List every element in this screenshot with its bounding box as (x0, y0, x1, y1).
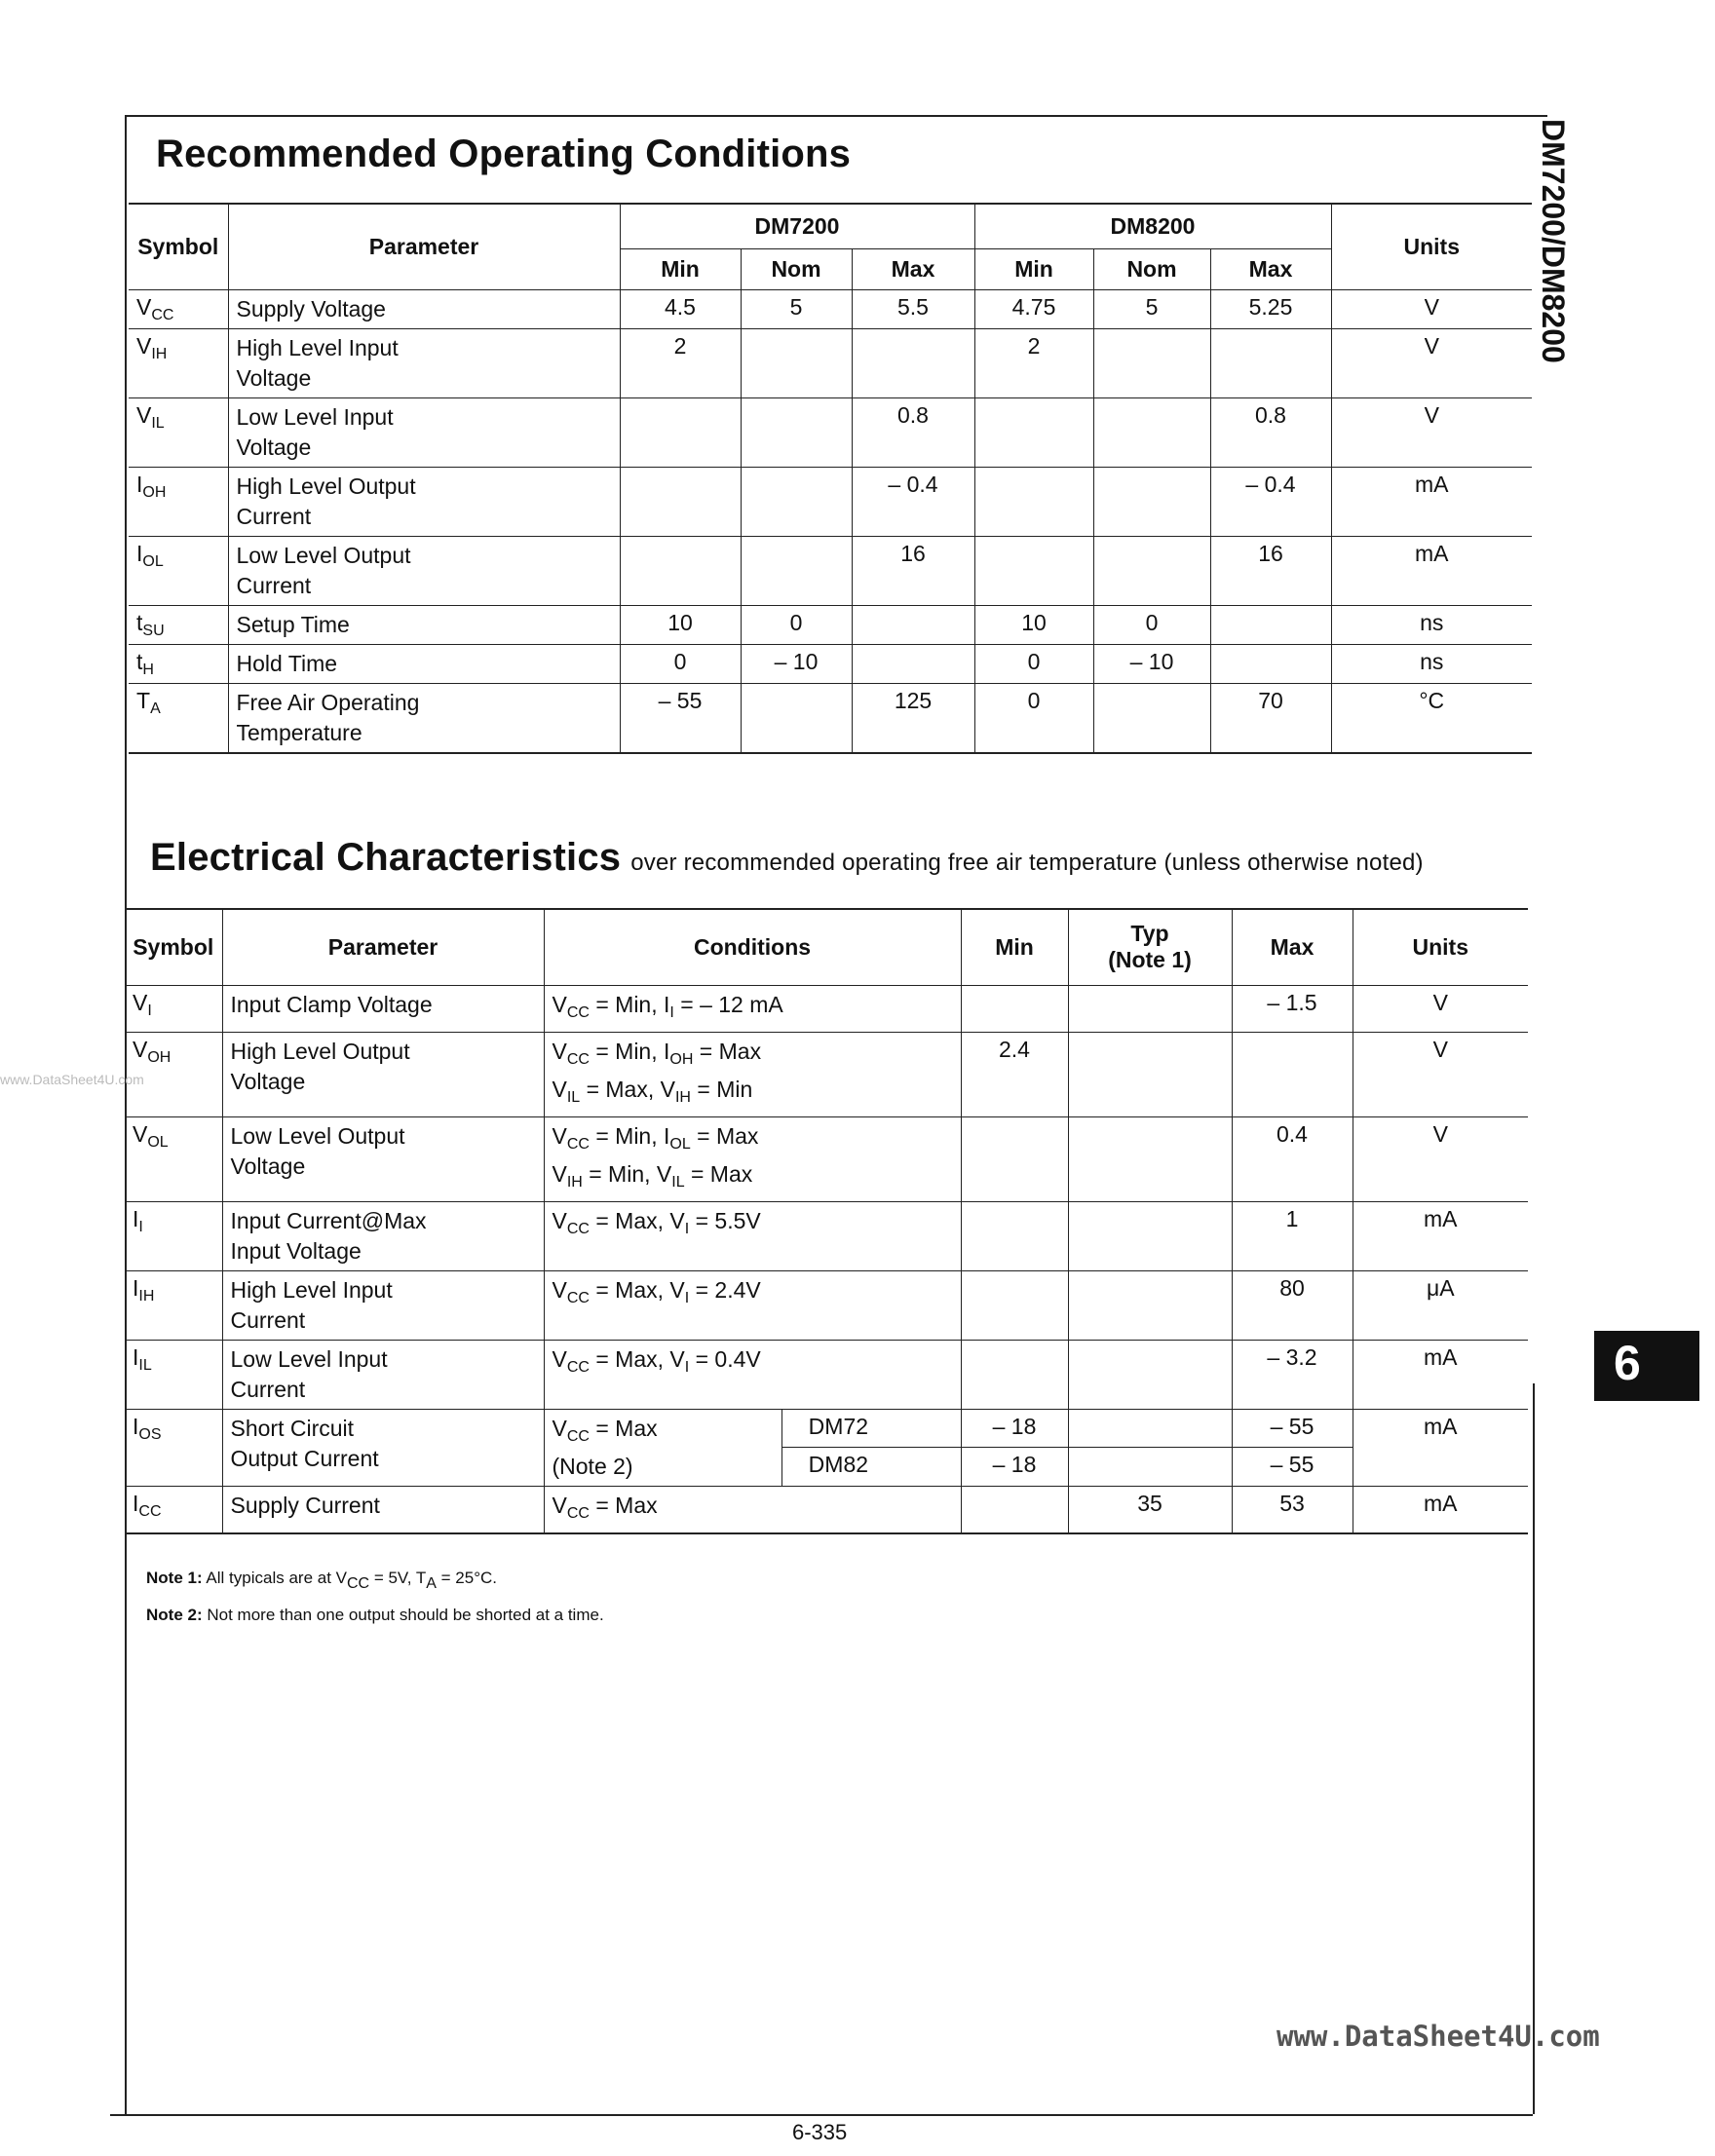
value-cell: – 3.2 (1232, 1340, 1353, 1409)
value-cell (961, 1486, 1068, 1533)
section-tab-number: 6 (1614, 1336, 1641, 1390)
watermark: www.DataSheet4U.com (1277, 2020, 1600, 2053)
value-cell: 10 (974, 605, 1093, 644)
roc-header-dm8200: DM8200 (974, 204, 1331, 248)
value-cell: 0.8 (1210, 397, 1331, 467)
value-cell: – 18 (961, 1409, 1068, 1448)
value-cell (852, 605, 974, 644)
value-cell (961, 1340, 1068, 1409)
table-row (125, 1032, 1528, 1116)
conditions-cell: $V_{CC}$ = Min, $I_I$ = – 12 mA (544, 985, 961, 1032)
symbol-cell: $V_{OH}$ (125, 1032, 222, 1116)
parameter-cell: Free Air Operating Temperature (228, 683, 620, 753)
value-cell: 4.5 (620, 289, 741, 328)
symbol-cell: $T_A$ (129, 683, 228, 753)
device-cell: DM82 (781, 1448, 961, 1487)
value-cell: ns (1331, 605, 1532, 644)
value-cell: – 1.5 (1232, 985, 1353, 1032)
section-tab (1594, 1331, 1699, 1401)
table-row (125, 1340, 1528, 1409)
table-row (129, 328, 1532, 397)
value-cell: – 0.4 (852, 467, 974, 536)
table-row (129, 467, 1532, 536)
value-cell (1068, 1201, 1232, 1270)
symbol-cell: $I_{IL}$ (125, 1340, 222, 1409)
value-cell (620, 467, 741, 536)
value-cell (974, 536, 1093, 605)
table-row (125, 1116, 1528, 1201)
symbol-cell: $I_{OL}$ (129, 536, 228, 605)
conditions-cell: $V_{CC}$ = Min, $I_{OH}$ = Max $V_{IL}$ = Max, $V_{IH}$ = Min (544, 1032, 961, 1116)
value-cell: 5 (741, 289, 852, 328)
table-row (129, 683, 1532, 753)
conditions-cell: $V_{CC}$ = Max, $V_I = 2.4V$ (544, 1270, 961, 1340)
ec-header-symbol: Symbol (125, 909, 222, 985)
ec-title-text: Electrical Characteristics (150, 836, 622, 879)
value-cell: 0.4 (1232, 1116, 1353, 1201)
ec-header-typ-label: Typ (1130, 921, 1169, 947)
conditions-cell: $V_{CC}$ = Max (544, 1486, 961, 1533)
value-cell: °C (1331, 683, 1532, 753)
value-cell (1068, 1409, 1232, 1448)
value-cell: mA (1353, 1486, 1528, 1533)
conditions-cell: $V_{CC}$ = Min, $I_{OL}$ = Max $V_{IH}$ = Min, $V_{IL}$ = Max (544, 1116, 961, 1201)
value-cell (961, 985, 1068, 1032)
note-2 (146, 1600, 604, 1631)
value-cell (852, 328, 974, 397)
ec-header-typ (1068, 909, 1232, 985)
symbol-cell: $I_{IH}$ (125, 1270, 222, 1340)
value-cell: 5.25 (1210, 289, 1331, 328)
symbol-cell: $t_{SU}$ (129, 605, 228, 644)
value-cell: 0.8 (852, 397, 974, 467)
value-cell (741, 536, 852, 605)
value-cell: 10 (620, 605, 741, 644)
symbol-cell: $t_H$ (129, 644, 228, 683)
value-cell (974, 397, 1093, 467)
value-cell (961, 1201, 1068, 1270)
parameter-cell: Short Circuit Output Current (222, 1409, 544, 1486)
value-cell: 35 (1068, 1486, 1232, 1533)
roc-header-symbol: Symbol (129, 204, 228, 289)
value-cell: mA (1353, 1409, 1528, 1486)
note-2-label: Note 2: (146, 1606, 203, 1624)
value-cell (1068, 1116, 1232, 1201)
table-row (125, 985, 1528, 1032)
value-cell: 5 (1093, 289, 1210, 328)
value-cell: mA (1353, 1201, 1528, 1270)
page-frame-top (125, 115, 1547, 117)
roc-header-parameter: Parameter (228, 204, 620, 289)
table-row (129, 644, 1532, 683)
table-row (125, 1486, 1528, 1533)
value-cell: 53 (1232, 1486, 1353, 1533)
parameter-cell: High Level Output Current (228, 467, 620, 536)
symbol-cell: $I_I$ (125, 1201, 222, 1270)
value-cell (1093, 536, 1210, 605)
value-cell: 16 (852, 536, 974, 605)
note-2-text: Not more than one output should be shorted at a time. (207, 1606, 604, 1624)
symbol-cell: $V_{OL}$ (125, 1116, 222, 1201)
symbol-cell: $V_I$ (125, 985, 222, 1032)
value-cell: – 10 (1093, 644, 1210, 683)
value-cell: 0 (974, 644, 1093, 683)
parameter-cell: High Level Input Voltage (228, 328, 620, 397)
value-cell (1068, 1340, 1232, 1409)
value-cell: 0 (741, 605, 852, 644)
page-frame-right (1533, 1383, 1535, 2114)
value-cell: 80 (1232, 1270, 1353, 1340)
notes (146, 1563, 604, 1631)
value-cell: V (1331, 289, 1532, 328)
value-cell (1210, 644, 1331, 683)
table-row (125, 1270, 1528, 1340)
value-cell: mA (1353, 1340, 1528, 1409)
ec-table (125, 908, 1528, 1534)
value-cell: 16 (1210, 536, 1331, 605)
value-cell (974, 467, 1093, 536)
ec-header-units: Units (1353, 909, 1528, 985)
ec-header-min: Min (961, 909, 1068, 985)
conditions-cell: $V_{CC}$ = Max, $V_I = 5.5V$ (544, 1201, 961, 1270)
value-cell (1068, 1032, 1232, 1116)
page-frame-bottom (110, 2114, 1533, 2116)
parameter-cell: Input Current@Max Input Voltage (222, 1201, 544, 1270)
parameter-cell: Low Level Input Voltage (228, 397, 620, 467)
roc-header-min: Min (620, 248, 741, 289)
value-cell (1093, 397, 1210, 467)
roc-header-min: Min (974, 248, 1093, 289)
value-cell: 125 (852, 683, 974, 753)
roc-title: Recommended Operating Conditions (156, 132, 852, 175)
conditions-cell: $V_{CC}$ = Max (Note 2) (544, 1409, 781, 1486)
value-cell (1068, 985, 1232, 1032)
ec-header-parameter: Parameter (222, 909, 544, 985)
value-cell: 0 (620, 644, 741, 683)
table-row (125, 1201, 1528, 1270)
value-cell: – 0.4 (1210, 467, 1331, 536)
value-cell (741, 397, 852, 467)
parameter-cell: Low Level Output Voltage (222, 1116, 544, 1201)
note-1-text: All typicals are at $V_{CC} = 5V$, $T_A = 25^\circ C$. (206, 1569, 497, 1592)
value-cell: 0 (1093, 605, 1210, 644)
value-cell: 2 (974, 328, 1093, 397)
roc-header-max: Max (852, 248, 974, 289)
value-cell: ns (1331, 644, 1532, 683)
value-cell: 2.4 (961, 1032, 1068, 1116)
parameter-cell: Hold Time (228, 644, 620, 683)
value-cell (1093, 328, 1210, 397)
conditions-cell: $V_{CC}$ = Max, $V_I = 0.4V$ (544, 1340, 961, 1409)
roc-header-nom: Nom (741, 248, 852, 289)
note-1-label: Note 1: (146, 1569, 203, 1587)
value-cell (1068, 1270, 1232, 1340)
symbol-cell: $V_{IH}$ (129, 328, 228, 397)
value-cell (1068, 1448, 1232, 1487)
table-row (129, 289, 1532, 328)
parameter-cell: High Level Output Voltage (222, 1032, 544, 1116)
ec-subtitle: over recommended operating free air temperature (unless otherwise noted) (630, 850, 1424, 876)
parameter-cell: High Level Input Current (222, 1270, 544, 1340)
value-cell (852, 644, 974, 683)
value-cell: – 55 (620, 683, 741, 753)
roc-table (129, 203, 1532, 754)
value-cell: – 55 (1232, 1409, 1353, 1448)
value-cell: – 10 (741, 644, 852, 683)
value-cell (741, 328, 852, 397)
value-cell: 2 (620, 328, 741, 397)
value-cell: V (1353, 985, 1528, 1032)
value-cell: V (1331, 397, 1532, 467)
value-cell: mA (1331, 536, 1532, 605)
parameter-cell: Setup Time (228, 605, 620, 644)
value-cell (620, 397, 741, 467)
ec-header-typ-note: (Note 1) (1108, 947, 1192, 973)
symbol-cell: $V_{IL}$ (129, 397, 228, 467)
ec-header-max: Max (1232, 909, 1353, 985)
parameter-cell: Low Level Output Current (228, 536, 620, 605)
table-row (129, 397, 1532, 467)
value-cell (1093, 683, 1210, 753)
value-cell (741, 467, 852, 536)
roc-header-max: Max (1210, 248, 1331, 289)
side-title: DM7200/DM8200 (1536, 119, 1571, 363)
value-cell: – 18 (961, 1448, 1068, 1487)
ec-title (150, 836, 1424, 880)
value-cell (1210, 605, 1331, 644)
watermark-small: www.DataSheet4U.com (0, 1072, 144, 1087)
roc-header-nom: Nom (1093, 248, 1210, 289)
value-cell (620, 536, 741, 605)
value-cell: 5.5 (852, 289, 974, 328)
parameter-cell: Supply Voltage (228, 289, 620, 328)
value-cell (741, 683, 852, 753)
value-cell (1232, 1032, 1353, 1116)
value-cell (961, 1116, 1068, 1201)
value-cell: 1 (1232, 1201, 1353, 1270)
roc-header-units: Units (1331, 204, 1532, 289)
symbol-cell: $I_{OH}$ (129, 467, 228, 536)
parameter-cell: Input Clamp Voltage (222, 985, 544, 1032)
page-number: 6-335 (792, 2120, 848, 2144)
roc-header-dm7200: DM7200 (620, 204, 974, 248)
value-cell: 70 (1210, 683, 1331, 753)
value-cell: μA (1353, 1270, 1528, 1340)
value-cell: 0 (974, 683, 1093, 753)
symbol-cell: $I_{OS}$ (125, 1409, 222, 1486)
device-cell: DM72 (781, 1409, 961, 1448)
note-1 (146, 1563, 604, 1600)
value-cell: V (1353, 1032, 1528, 1116)
value-cell (961, 1270, 1068, 1340)
symbol-cell: $V_{CC}$ (129, 289, 228, 328)
value-cell: V (1353, 1116, 1528, 1201)
parameter-cell: Low Level Input Current (222, 1340, 544, 1409)
value-cell (1093, 467, 1210, 536)
value-cell: mA (1331, 467, 1532, 536)
table-row (125, 1409, 1528, 1448)
ec-header-conditions: Conditions (544, 909, 961, 985)
value-cell: 4.75 (974, 289, 1093, 328)
value-cell: – 55 (1232, 1448, 1353, 1487)
value-cell: V (1331, 328, 1532, 397)
value-cell (1210, 328, 1331, 397)
symbol-cell: $I_{CC}$ (125, 1486, 222, 1533)
table-row (129, 605, 1532, 644)
parameter-cell: Supply Current (222, 1486, 544, 1533)
table-row (129, 536, 1532, 605)
